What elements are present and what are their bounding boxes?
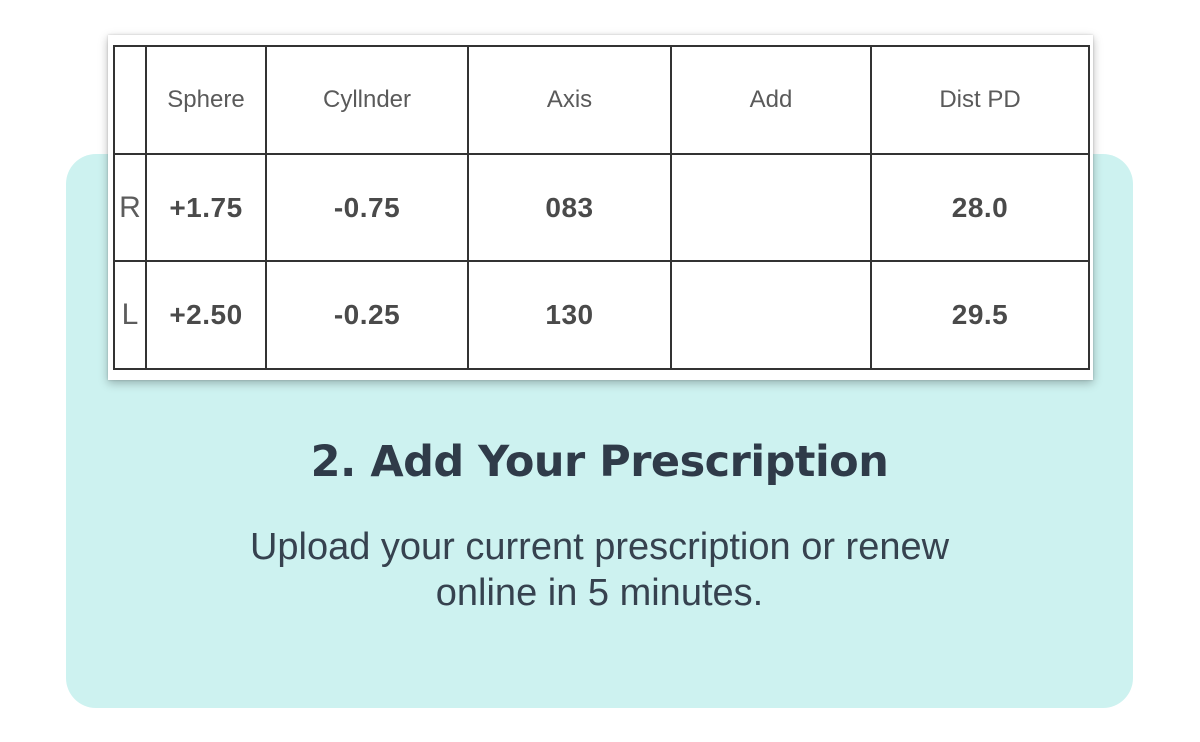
step-description-line-1: Upload your current prescription or renew bbox=[249, 526, 950, 568]
step-title: 2. Add Your Prescription bbox=[310, 437, 889, 487]
right-axis-value: 083 bbox=[468, 154, 671, 261]
table-row-left-eye bbox=[114, 261, 1089, 369]
eye-label-left: L bbox=[114, 261, 146, 369]
left-axis-value: 130 bbox=[468, 261, 671, 369]
prescription-table bbox=[113, 45, 1090, 370]
table-row-right-eye bbox=[114, 154, 1089, 261]
table-header-row bbox=[114, 46, 1089, 154]
right-cylinder-value: -0.75 bbox=[266, 154, 468, 261]
left-add-value bbox=[671, 261, 871, 369]
column-header-sphere: Sphere bbox=[146, 46, 266, 154]
step-description-line-2: online in 5 minutes. bbox=[435, 572, 764, 614]
eye-label-right: R bbox=[114, 154, 146, 261]
step-description bbox=[66, 524, 1133, 616]
column-header-dist-pd: Dist PD bbox=[871, 46, 1089, 154]
column-header-cylinder: Cyllnder bbox=[266, 46, 468, 154]
left-cylinder-value: -0.25 bbox=[266, 261, 468, 369]
column-header-axis: Axis bbox=[468, 46, 671, 154]
right-dist-pd-value: 28.0 bbox=[871, 154, 1089, 261]
column-header-add: Add bbox=[671, 46, 871, 154]
right-sphere-value: +1.75 bbox=[146, 154, 266, 261]
left-dist-pd-value: 29.5 bbox=[871, 261, 1089, 369]
table-corner-cell bbox=[114, 46, 146, 154]
prescription-table-card bbox=[108, 35, 1093, 380]
left-sphere-value: +2.50 bbox=[146, 261, 266, 369]
right-add-value bbox=[671, 154, 871, 261]
